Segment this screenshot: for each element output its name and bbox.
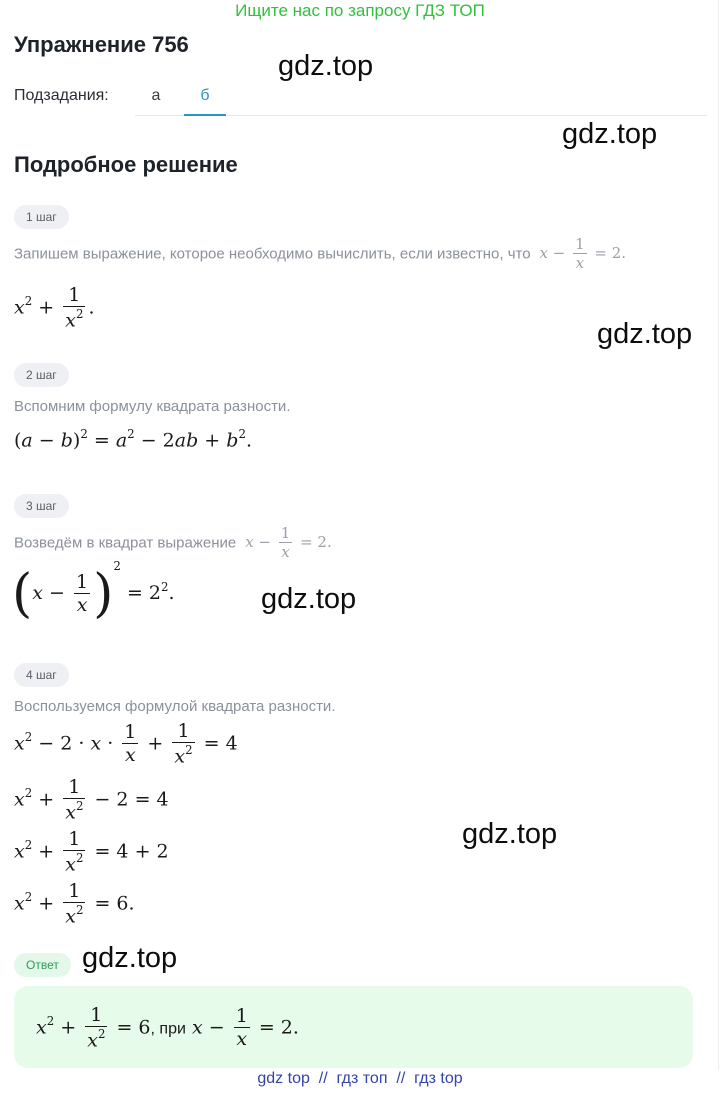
answer-formula: $x^2$ + $\frac{1}{x^2}$ = 6, при x − $\frac{1}{x}$ = 2. bbox=[36, 1004, 299, 1052]
step-4-badge: 4 шаг bbox=[14, 663, 69, 687]
right-divider bbox=[718, 0, 719, 1070]
step-2-badge: 2 шаг bbox=[14, 363, 69, 387]
subtask-tab-b[interactable]: б bbox=[184, 77, 226, 116]
step-1-description bbox=[14, 237, 626, 272]
subtask-tabs bbox=[135, 77, 707, 116]
watermark-1: gdz.top bbox=[278, 50, 374, 82]
watermark-3: gdz.top bbox=[597, 318, 693, 350]
step-3-description bbox=[14, 526, 332, 561]
step-1-badge: 1 шаг bbox=[14, 205, 69, 229]
subtask-tab-a[interactable]: а bbox=[151, 87, 161, 104]
watermark-2: gdz.top bbox=[562, 118, 658, 150]
watermark-4: gdz.top bbox=[261, 583, 357, 615]
answer-badge: Ответ bbox=[14, 953, 71, 977]
step-4-description: Воспользуемся формулой квадрата разности. bbox=[14, 698, 336, 715]
step-1-formula: $x^2$ + $\frac{1}{x^2}$ . bbox=[14, 284, 95, 332]
step-3-text: Возведём в квадрат выражение bbox=[14, 534, 237, 552]
step-4-formula-line-4: $x^2$ + $\frac{1}{x^2}$ = 6. bbox=[14, 880, 135, 928]
exercise-title: Упражнение 756 bbox=[14, 32, 189, 57]
step-4-formula-line-2: $x^2$ + $\frac{1}{x^2}$ − 2 = 4 bbox=[14, 776, 169, 824]
footer-links[interactable]: gdz top // гдз топ // гдз top bbox=[257, 1070, 463, 1087]
step-3-formula: (x − $\frac{1}{x}$ )$^2 = 2^2$. bbox=[12, 558, 175, 624]
search-banner: Ищите нас по запросу ГДЗ ТОП bbox=[235, 1, 485, 20]
step-1-condition-formula: x − $\frac{1}{x}$ = 2. bbox=[534, 235, 627, 272]
watermark-5: gdz.top bbox=[462, 818, 558, 850]
step-2-formula: $(a - b)^2 = a^2 - 2ab + b^2$. bbox=[14, 426, 252, 452]
step-3-inline-formula: x − $\frac{1}{x}$ = 2. bbox=[240, 524, 332, 561]
step-4-formula-line-1: $x^2 - 2 \cdot x$ · $\frac{1}{x}$ + $\frac{1}{x^2}$ = 4 bbox=[14, 720, 238, 768]
watermark-6: gdz.top bbox=[82, 942, 178, 974]
step-4-formula-line-3: $x^2$ + $\frac{1}{x^2}$ = 4 + 2 bbox=[14, 828, 169, 876]
step-3-badge: 3 шаг bbox=[14, 494, 69, 518]
step-1-text: Запишем выражение, которое необходимо вычислить, если известно, что bbox=[14, 245, 531, 263]
step-2-description: Вспомним формулу квадрата разности. bbox=[14, 398, 291, 415]
answer-connector: , при bbox=[150, 1020, 186, 1038]
solution-heading: Подробное решение bbox=[14, 152, 238, 177]
subtasks-label: Подзадания: bbox=[14, 87, 109, 104]
